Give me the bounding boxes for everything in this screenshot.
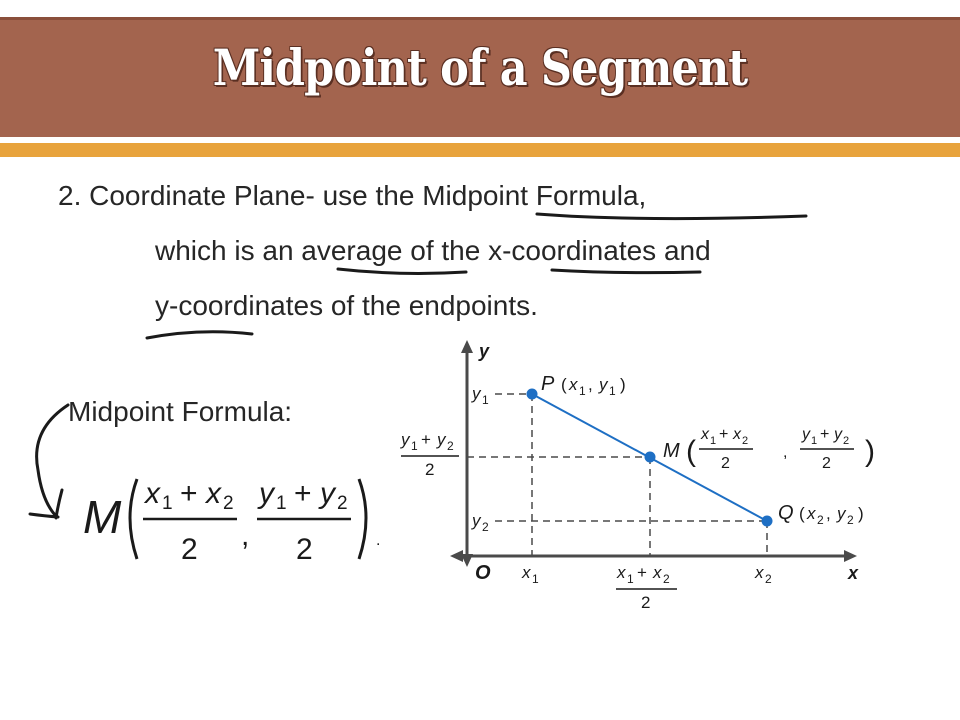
origin-label: O [475,562,491,584]
xm-x2-sub: 2 [663,572,670,586]
formula-y1: y [259,477,274,510]
x-axis-arrow-left [450,550,463,562]
p-open-paren: ( [561,375,567,394]
x-axis-label: x [848,563,859,583]
formula-x-den: 2 [181,533,198,566]
x2-label-sub: 2 [765,572,772,586]
m-x2: x [733,426,741,443]
m-open-paren: ( [686,435,696,468]
p-close-paren: ) [620,375,626,394]
formula-y2: y [320,477,335,510]
formula-right-paren [359,479,366,559]
ym-y2-sub: 2 [447,439,454,453]
y-axis-label: y [479,341,490,361]
q-open-paren: ( [799,504,805,523]
m-x-den: 2 [721,455,730,472]
x1-label-sub: 1 [532,572,539,586]
p-comma: , [588,375,593,394]
body-line-2: which is an average of the x-coordinates and [155,235,711,266]
y2-label: y [472,511,481,530]
formula-x1-sub: 1 [162,493,173,514]
m-x-plus: + [719,426,729,443]
ym-den: 2 [425,460,435,479]
p-coord-y: y [599,375,608,394]
p-coord-x: x [569,375,578,394]
formula-x2-sub: 2 [223,493,234,514]
xm-x1: x [617,563,626,582]
formula-x2: x [206,477,221,510]
formula-point: M [83,491,122,543]
m-close-paren: ) [865,435,875,468]
q-coord-y-sub: 2 [847,513,854,527]
x-axis-arrow [844,550,857,562]
m-label: M [663,440,680,462]
m-y-plus: + [820,426,830,443]
formula-end-period: . [376,532,381,549]
m-y2: y [834,426,842,443]
m-x2-sub: 2 [742,435,749,447]
q-coord-y: y [837,504,846,523]
ym-y2: y [437,430,446,449]
formula-y-plus: + [294,477,312,510]
m-comma: , [783,444,788,461]
underline-x-coordinates [552,270,700,273]
body-line-3: y-coordinates of the endpoints. [155,290,538,321]
xm-x1-sub: 1 [627,572,634,586]
x1-label: x [522,563,531,582]
formula-left-paren [130,479,137,559]
q-close-paren: ) [858,504,864,523]
midpoint-formula [75,465,405,575]
q-coord-x-sub: 2 [817,513,824,527]
dashed-guides [467,394,767,556]
underline-midpoint-formula [537,214,806,219]
body-line-1: 2. Coordinate Plane- use the Midpoint Formula, [58,180,647,211]
m-y1: y [802,426,810,443]
p-coord-x-sub: 1 [579,384,586,398]
underline-y-coordinates [147,332,252,338]
y2-label-sub: 2 [482,520,489,534]
formula-x1: x [145,477,160,510]
formula-y-den: 2 [296,533,313,566]
point-q [762,516,773,527]
ym-y1: y [401,430,410,449]
arrow-curve [37,405,68,515]
m-y-den: 2 [822,455,831,472]
point-m [645,452,656,463]
m-x1: x [701,426,709,443]
y1-label-sub: 1 [482,393,489,407]
xm-den: 2 [641,593,651,612]
q-comma: , [826,504,831,523]
formula-comma: , [241,519,250,552]
ym-plus: + [421,430,431,449]
formula-y2-sub: 2 [337,493,348,514]
m-y2-sub: 2 [843,435,850,447]
p-label: P [541,373,555,395]
formula-label: Midpoint Formula: [68,396,293,427]
m-x1-sub: 1 [710,435,717,447]
formula-y1-sub: 1 [276,493,287,514]
x2-label: x [755,563,764,582]
y-axis-arrow [461,340,473,353]
point-p [527,389,538,400]
xm-plus: + [637,563,647,582]
q-coord-x: x [807,504,816,523]
m-y1-sub: 1 [811,435,818,447]
formula-x-plus: + [180,477,198,510]
q-label: Q [778,502,794,524]
y1-label: y [472,384,481,403]
slide-title: Midpoint of a Segment [212,38,748,97]
midpoint-diagram [395,335,925,625]
xm-x2: x [653,563,662,582]
underline-average [338,269,466,273]
p-coord-y-sub: 1 [609,384,616,398]
ym-y1-sub: 1 [411,439,418,453]
